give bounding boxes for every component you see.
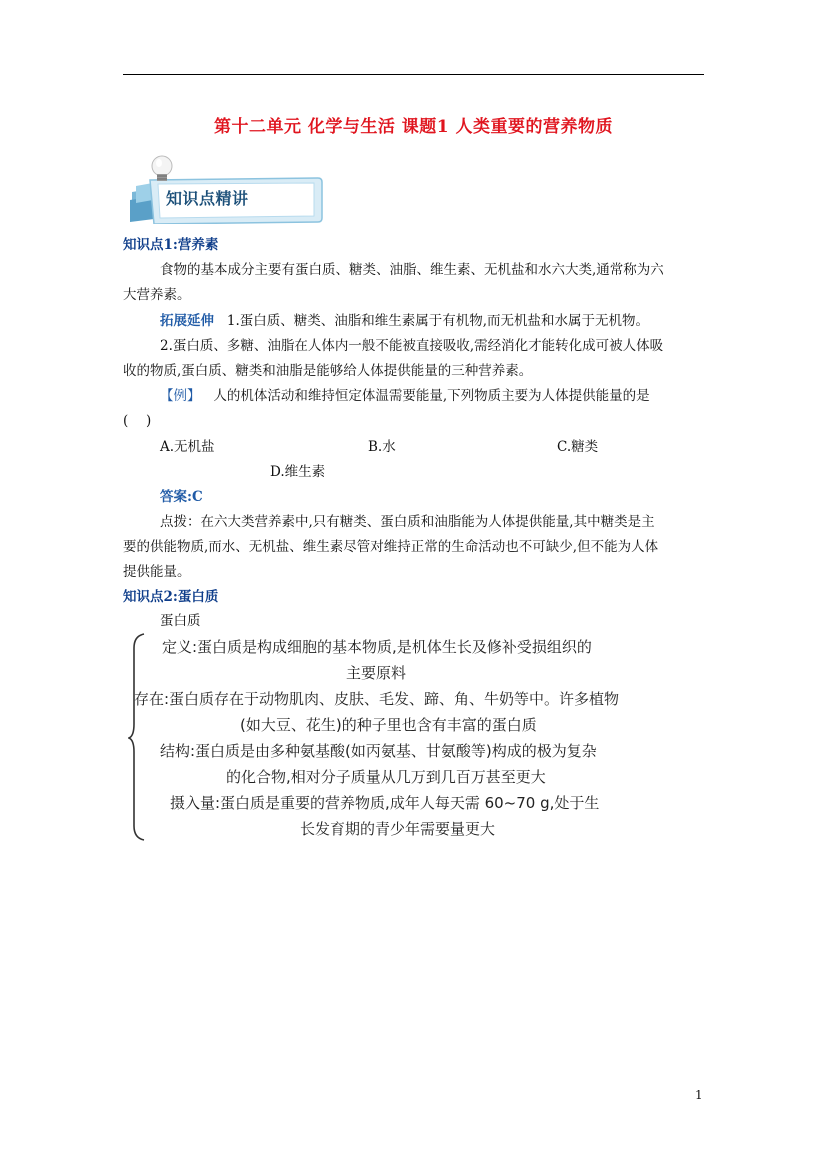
option-d: D.维生素	[270, 464, 326, 480]
kp1-intro-line1: 食物的基本成分主要有蛋白质、糖类、油脂、维生素、无机盐和水六大类,通常称为六	[160, 262, 664, 278]
existence-line1: 存在:蛋白质存在于动物肌肉、皮肤、毛发、蹄、角、牛奶等中。许多植物	[134, 690, 620, 708]
banner-label: 知识点精讲	[166, 189, 249, 208]
answer: 答案:C	[160, 489, 203, 505]
option-c: C.糖类	[557, 439, 599, 455]
kp2-heading: 知识点2:蛋白质	[123, 589, 219, 605]
left-brace	[128, 632, 148, 842]
example-label: 【例】	[160, 388, 201, 404]
kp1-intro-line2: 大营养素。	[123, 287, 191, 303]
kp1-ext2-line1: 2.蛋白质、多糖、油脂在人体内一般不能被直接吸收,需经消化才能转化成可被人体吸	[160, 338, 664, 354]
protein-brace-diagram	[128, 632, 688, 842]
example-blank: ( )	[123, 413, 152, 429]
option-a: A.无机盐	[160, 439, 215, 455]
structure-line1: 结构:蛋白质是由多种氨基酸(如丙氨基、甘氨酸等)构成的极为复杂	[160, 742, 597, 760]
definition-line1: 定义:蛋白质是构成细胞的基本物质,是机体生长及修补受损组织的	[162, 638, 592, 656]
structure-line2: 的化合物,相对分子质量从几万到几百万甚至更大	[226, 768, 546, 786]
knowledge-banner	[128, 148, 323, 224]
tip-line2: 要的供能物质,而水、无机盐、维生素尽管对维持正常的生命活动也不可缺少,但不能为人体	[123, 539, 659, 555]
example-question	[160, 384, 650, 409]
header-rule	[123, 74, 704, 75]
tip-line1: 点拨：在六大类营养素中,只有糖类、蛋白质和油脂能为人体提供能量,其中糖类是主	[160, 514, 655, 530]
tip-line3: 提供能量。	[123, 564, 191, 580]
example-q1: 人的机体活动和维持恒定体温需要能量,下列物质主要为人体提供能量的是	[213, 388, 650, 404]
kp2-topic: 蛋白质	[160, 613, 201, 629]
option-b: B.水	[368, 439, 396, 455]
definition-line2: 主要原料	[346, 664, 407, 682]
intake-line1: 摄入量:蛋白质是重要的营养物质,成年人每天需 60~70 g,处于生	[170, 794, 600, 812]
kp1-heading: 知识点1:营养素	[123, 237, 219, 253]
extension-label: 拓展延伸	[160, 313, 214, 329]
extension-line1: 1.蛋白质、糖类、油脂和维生素属于有机物,而无机盐和水属于无机物。	[226, 313, 650, 329]
kp1-extension	[160, 309, 649, 334]
page-title: 第十二单元 化学与生活 课题1 人类重要的营养物质	[213, 117, 614, 137]
intake-line2: 长发育期的青少年需要量更大	[300, 820, 496, 838]
kp1-ext2-line2: 收的物质,蛋白质、糖类和油脂是能够给人体提供能量的三种营养素。	[123, 363, 533, 379]
existence-line2: (如大豆、花生)的种子里也含有丰富的蛋白质	[240, 716, 537, 734]
page-number: 1	[695, 1088, 703, 1102]
